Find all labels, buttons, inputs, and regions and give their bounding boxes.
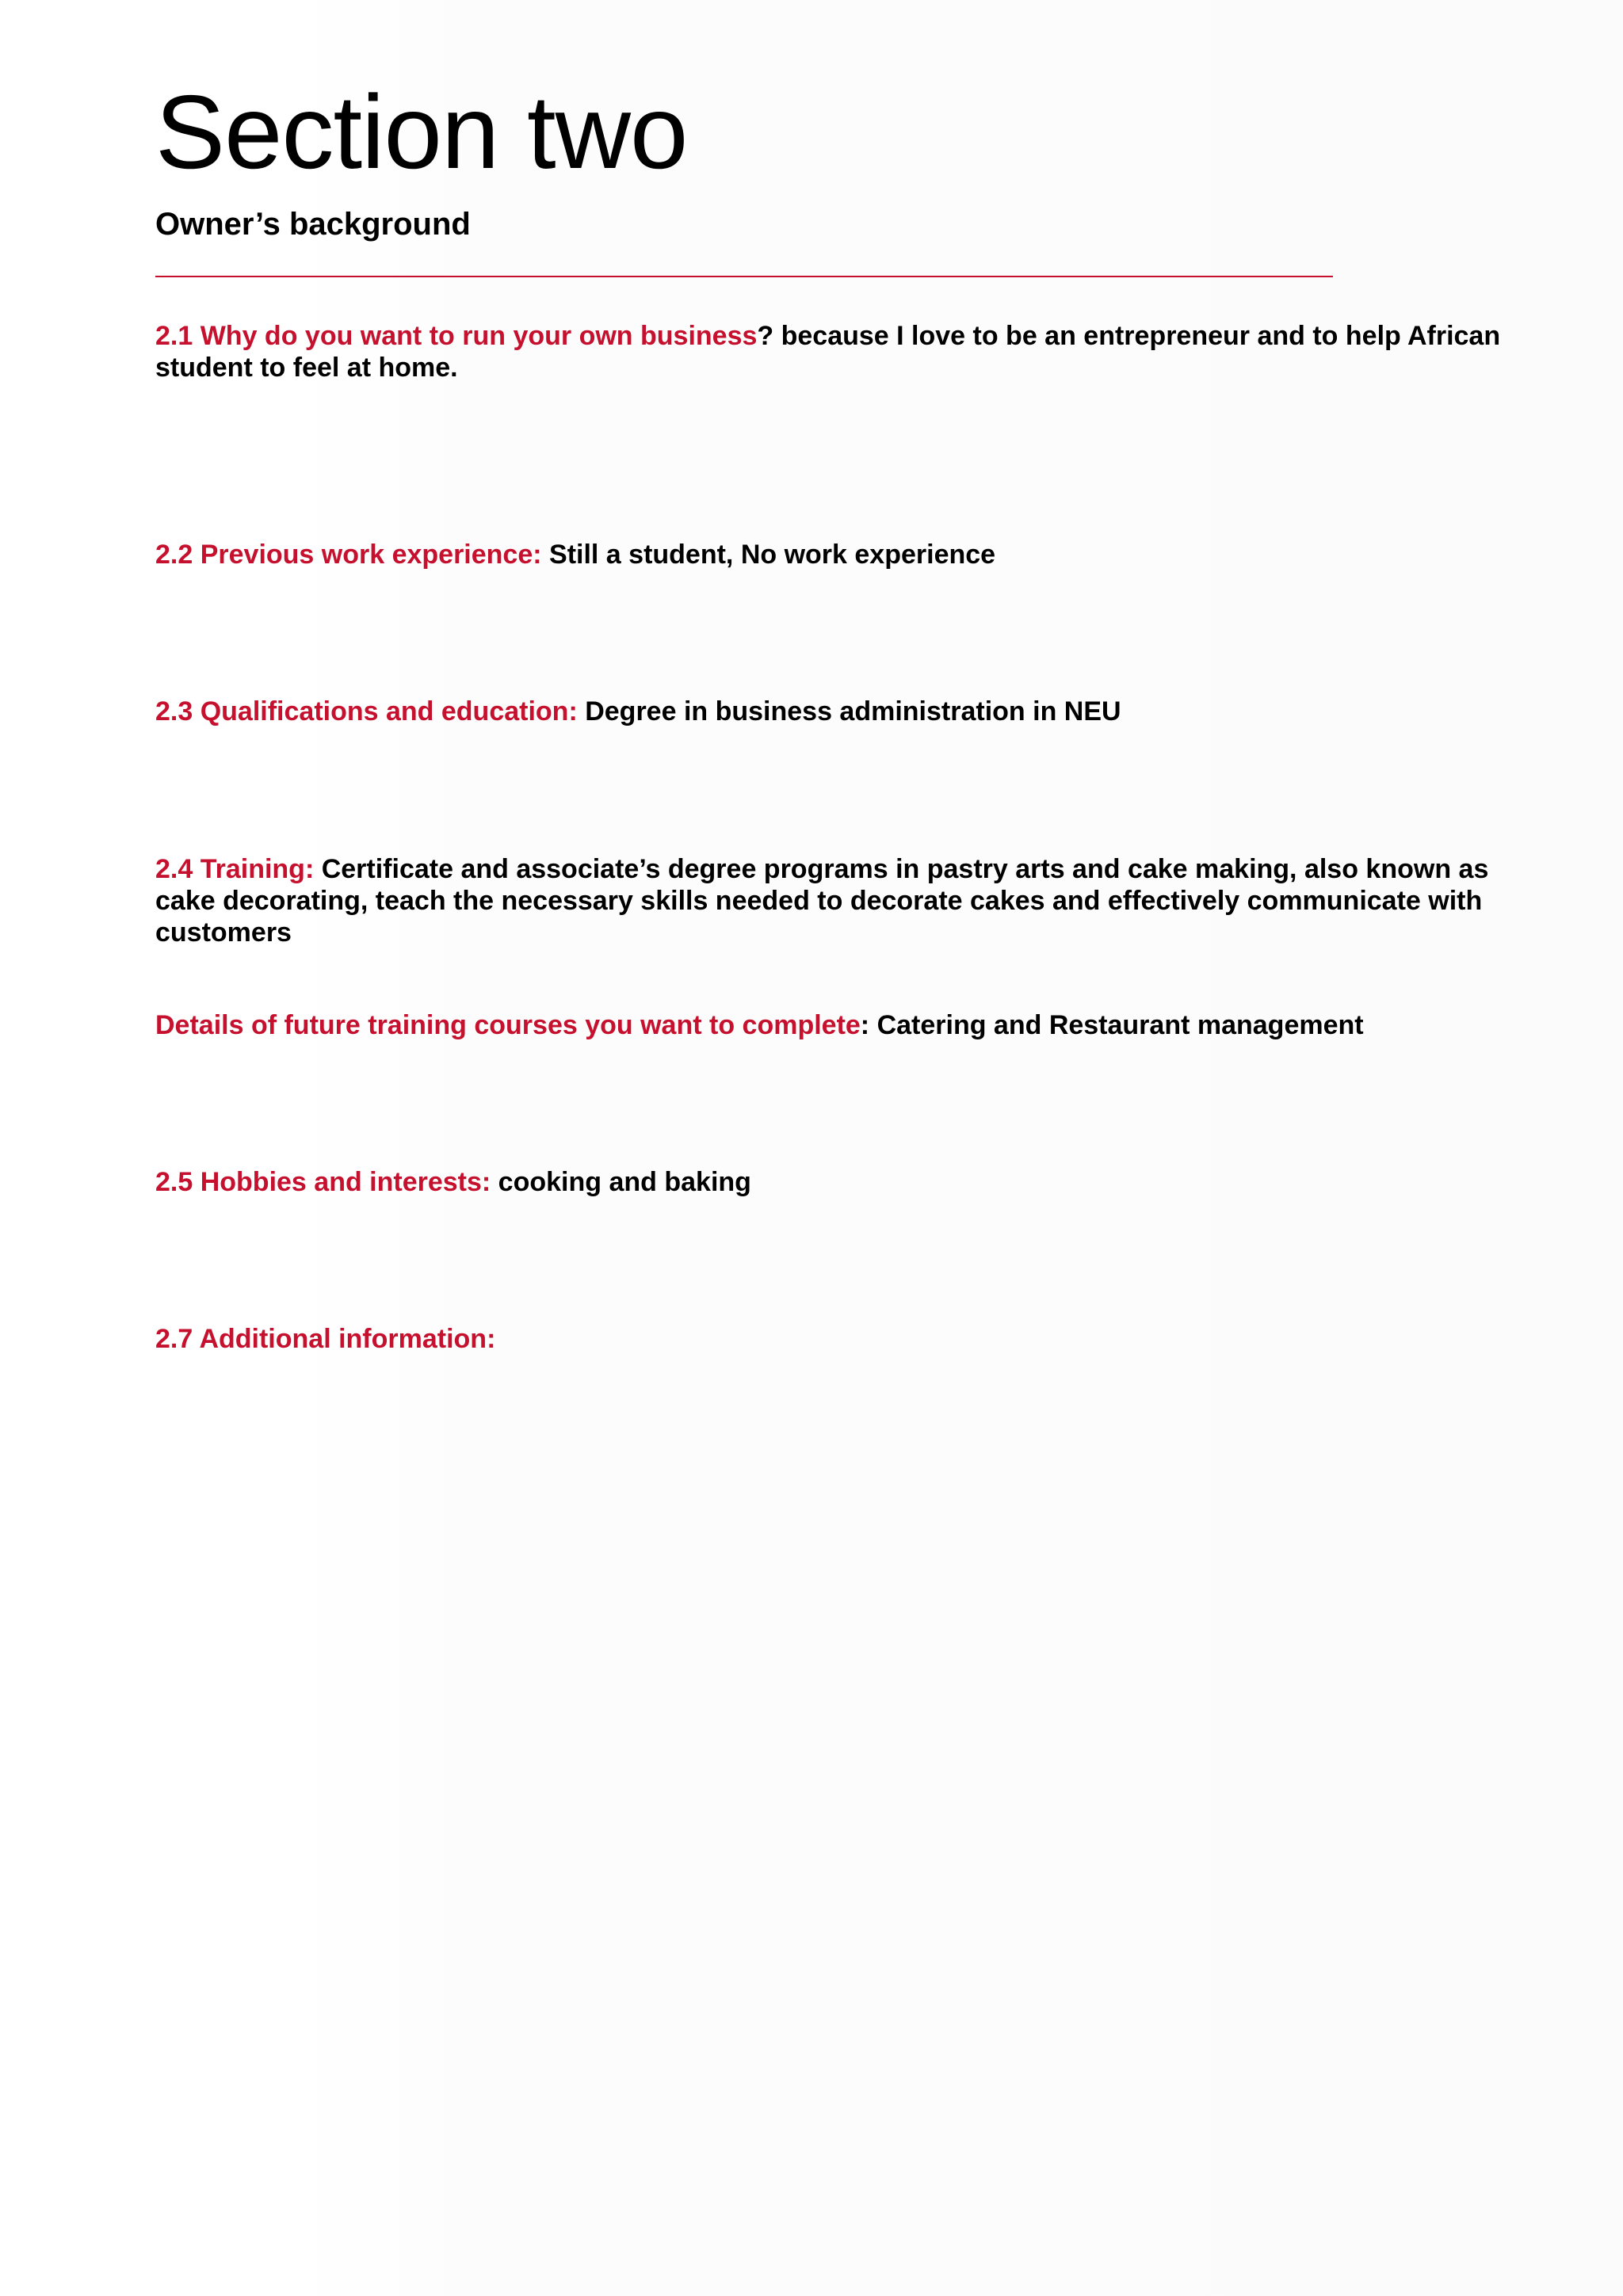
- question-hobbies: [155, 1166, 1550, 1198]
- answer-text: Certificate and associate’s degree programs in pastry arts and cake making, also known as cake decorating, teach the necessary skills needed to decorate cakes and effectively communicate with customers: [155, 854, 1489, 948]
- question-why-run-business: [155, 320, 1550, 383]
- question-training: [155, 853, 1550, 948]
- question-label: 2.7 Additional information:: [155, 1324, 496, 1354]
- question-future-training: [155, 1009, 1550, 1041]
- question-label: 2.4 Training:: [155, 854, 315, 884]
- answer-text: ? because I love to be an entrepreneur and to help African student to feel at home.: [155, 321, 1501, 383]
- answer-text: Still a student, No work experience: [541, 540, 996, 570]
- question-label: Details of future training courses you want to complete: [155, 1010, 861, 1040]
- answer-text: Degree in business administration in NEU: [577, 696, 1121, 727]
- question-label: 2.2 Previous work experience:: [155, 540, 542, 570]
- question-label: 2.5 Hobbies and interests:: [155, 1167, 491, 1197]
- answer-text: cooking and baking: [491, 1167, 751, 1197]
- question-label: 2.3 Qualifications and education:: [155, 696, 578, 727]
- question-qualifications: [155, 696, 1550, 727]
- page-subtitle: Owner’s background: [155, 207, 471, 242]
- question-additional-info: [155, 1323, 1550, 1355]
- question-label: 2.1 Why do you want to run your own business: [155, 321, 758, 351]
- divider-rule: [155, 276, 1333, 277]
- page-title: Section two: [155, 74, 688, 190]
- answer-text: : Catering and Restaurant management: [860, 1010, 1364, 1040]
- question-work-experience: [155, 539, 1550, 570]
